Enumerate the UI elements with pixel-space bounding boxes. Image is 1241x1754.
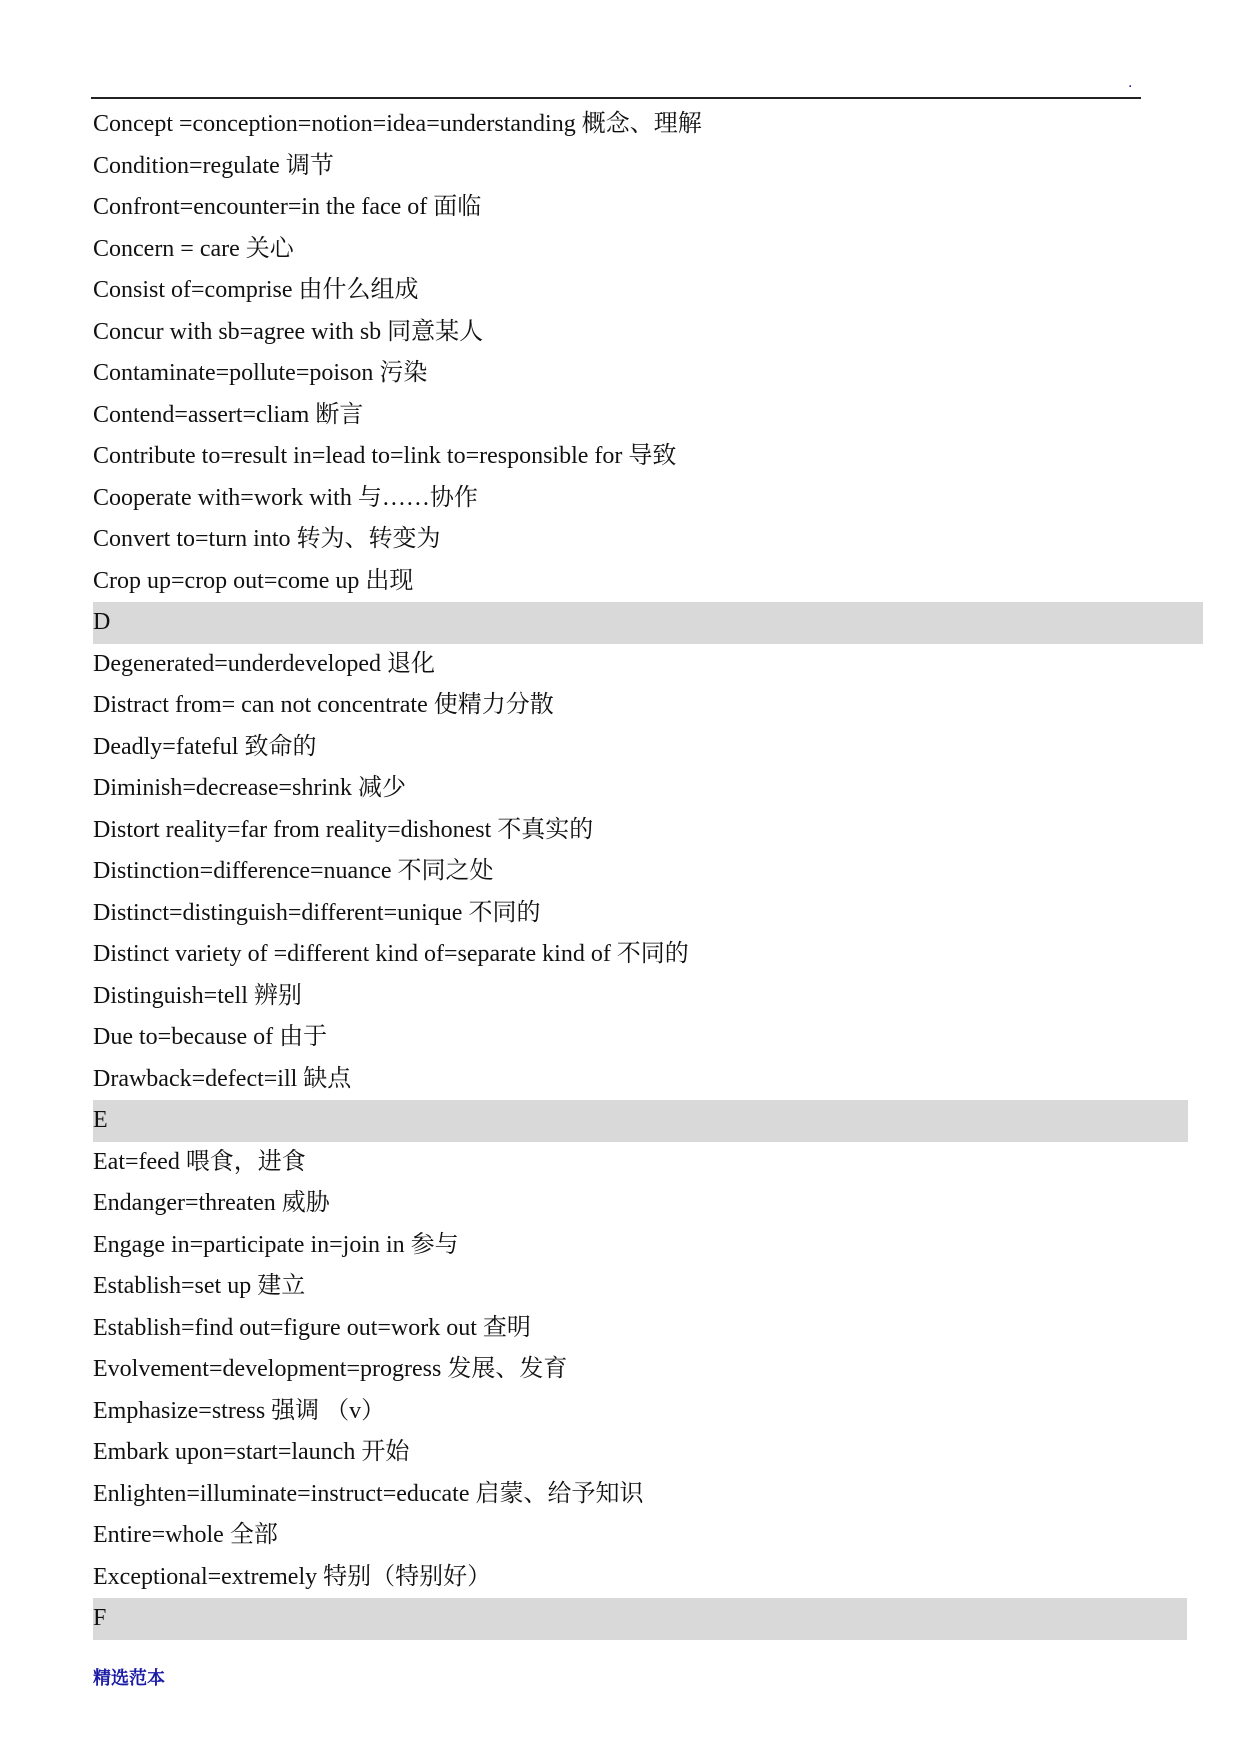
entry-line: Establish=find out=figure out=work out 查明 <box>93 1314 531 1341</box>
header-marker: . <box>1128 74 1133 91</box>
entry-line: Distinct variety of =different kind of=separate kind of 不同的 <box>93 941 689 967</box>
entry-line: Engage in=participate in=join in 参与 <box>93 1231 459 1258</box>
entry-line: Drawback=defect=ill 缺点 <box>93 1065 352 1092</box>
entry-line: Consist of=comprise 由什么组成 <box>93 277 419 303</box>
entry-line: Due to=because of 由于 <box>93 1024 328 1050</box>
entry-line: Establish=set up 建立 <box>93 1273 306 1299</box>
entry-line: Entire=whole 全部 <box>93 1522 278 1548</box>
entry-line: Embark upon=start=launch 开始 <box>93 1439 410 1465</box>
entry-line: Concern = care 关心 <box>93 235 294 262</box>
section-heading-e: E <box>93 1100 1188 1142</box>
entry-line: Contaminate=pollute=poison 污染 <box>93 360 428 386</box>
section-heading-f: F <box>93 1598 1187 1640</box>
entry-line: Concept =conception=notion=idea=understanding 概念、理解 <box>93 111 702 137</box>
entry-line: Exceptional=extremely 特别（特别好） <box>93 1563 492 1590</box>
entry-line: Crop up=crop out=come up 出现 <box>93 567 414 594</box>
entry-line: Distinct=distinguish=different=unique 不同的 <box>93 899 541 926</box>
vocabulary-list <box>93 104 1203 1640</box>
section-heading-d: D <box>93 602 1203 644</box>
entry-line: Concur with sb=agree with sb 同意某人 <box>93 318 484 345</box>
entry-line: Enlighten=illuminate=instruct=educate 启蒙、给予知识 <box>93 1480 644 1507</box>
entry-line: Endanger=threaten 威胁 <box>93 1190 330 1216</box>
entry-line: Contend=assert=cliam 断言 <box>93 401 364 428</box>
entry-line: Eat=feed 喂食，进食 <box>93 1148 306 1175</box>
footer-label: 精选范本 <box>93 1668 165 1689</box>
entry-line: Deadly=fateful 致命的 <box>93 733 317 760</box>
entry-line: Distinction=difference=nuance 不同之处 <box>93 858 494 884</box>
entry-line: Distinguish=tell 辨别 <box>93 982 302 1009</box>
entry-line: Cooperate with=work with 与……协作 <box>93 484 478 511</box>
entry-line: Confront=encounter=in the face of 面临 <box>93 194 482 220</box>
entry-line: Convert to=turn into 转为、转变为 <box>93 526 441 552</box>
entry-line: Evolvement=development=progress 发展、发育 <box>93 1356 568 1382</box>
header-rule <box>91 97 1141 99</box>
entry-line: Diminish=decrease=shrink 减少 <box>93 775 407 801</box>
entry-line: Contribute to=result in=lead to=link to=responsible for 导致 <box>93 443 677 469</box>
entry-line: Emphasize=stress 强调 （v） <box>93 1397 386 1424</box>
entry-line: Condition=regulate 调节 <box>93 152 334 179</box>
entry-line: Distract from= can not concentrate 使精力分散 <box>93 692 554 718</box>
entry-line: Distort reality=far from reality=dishonest 不真实的 <box>93 816 594 843</box>
entry-line: Degenerated=underdeveloped 退化 <box>93 650 436 677</box>
